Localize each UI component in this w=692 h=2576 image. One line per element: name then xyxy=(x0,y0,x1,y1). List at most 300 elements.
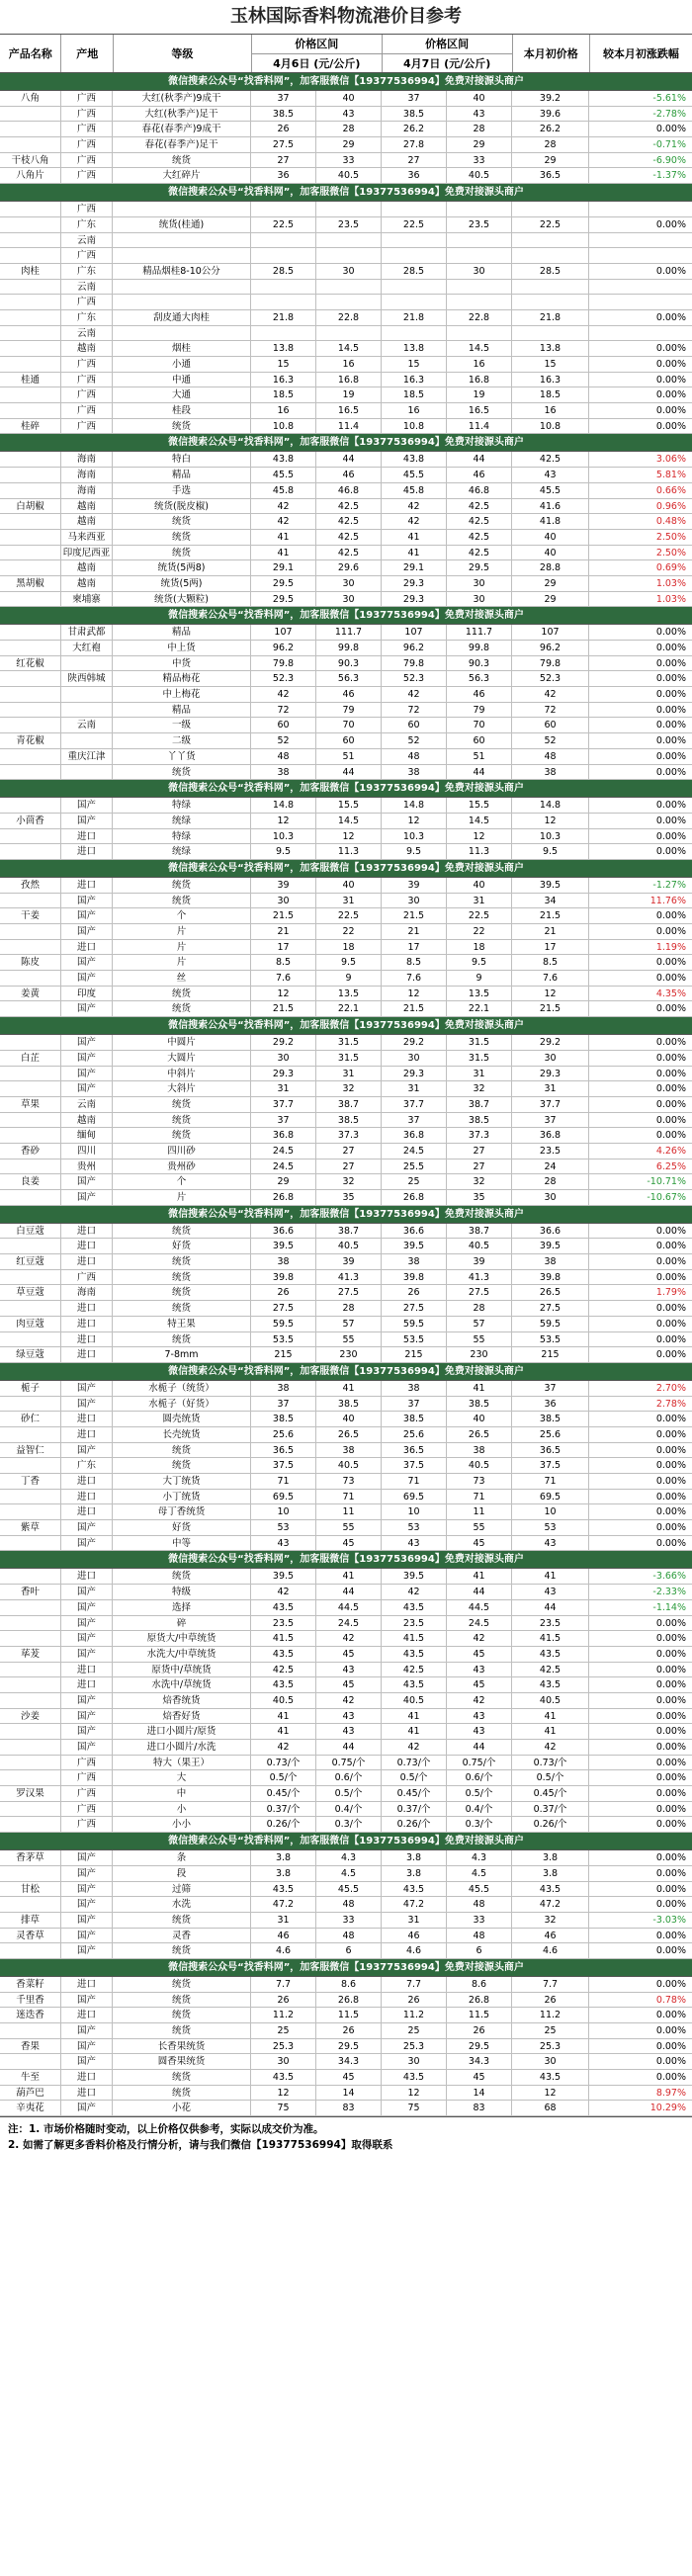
cell-d1-low: 25.6 xyxy=(251,1427,316,1442)
cell-d1-low: 39.5 xyxy=(251,1239,316,1253)
cell-change: 0.00% xyxy=(655,1788,686,1800)
cell-d1-low: 71 xyxy=(251,1474,316,1489)
cell-grade: 统货 xyxy=(113,1977,251,1992)
table-row xyxy=(0,641,692,656)
cell-month-start: 42 xyxy=(512,1740,589,1755)
cell-d1-high: 38 xyxy=(316,1443,382,1458)
cell-d1-low: 10.8 xyxy=(251,419,316,434)
cell-origin: 进口 xyxy=(61,844,113,859)
cell-d1-high: 22.1 xyxy=(316,1001,382,1016)
cell-d2-high xyxy=(447,280,512,295)
cell-month-start: 17 xyxy=(512,940,589,955)
cell-month-start: 0.37/个 xyxy=(512,1802,589,1817)
table-row xyxy=(0,1929,692,1944)
cell-d1-low xyxy=(251,280,316,295)
cell-origin: 国产 xyxy=(61,1882,113,1897)
cell-d1-high: 44 xyxy=(316,1585,382,1599)
cell-d2-high: 45 xyxy=(447,1677,512,1692)
cell-grade: 统货 xyxy=(113,2008,251,2022)
table-row xyxy=(0,295,692,310)
cell-month-start: 60 xyxy=(512,718,589,732)
cell-d1-low: 53.5 xyxy=(251,1332,316,1347)
cell-grade: 统货(脱皮椒) xyxy=(113,499,251,514)
cell-d2-high: 43 xyxy=(447,1663,512,1677)
cell-origin: 越南 xyxy=(61,560,113,575)
cell-d1-low: 0.73/个 xyxy=(251,1756,316,1770)
cell-product xyxy=(0,1631,61,1646)
cell-d2-low: 37 xyxy=(382,1113,447,1128)
cell-d2-low: 43.8 xyxy=(382,452,447,467)
cell-d1-low: 8.5 xyxy=(251,955,316,970)
cell-change: 0.00% xyxy=(655,627,686,639)
cell-product: 黑胡椒 xyxy=(0,576,61,591)
cell-product xyxy=(0,1301,61,1316)
cell-change: 0.00% xyxy=(655,657,686,669)
cell-product: 八角片 xyxy=(0,168,61,183)
cell-d2-high: 26.5 xyxy=(447,1427,512,1442)
cell-product xyxy=(0,1569,61,1584)
cell-grade: 大斜片 xyxy=(113,1081,251,1096)
cell-d2-high: 6 xyxy=(447,1943,512,1958)
cell-d2-low: 27.8 xyxy=(382,137,447,152)
cell-d1-low: 53 xyxy=(251,1520,316,1535)
cell-d2-low: 8.5 xyxy=(382,955,447,970)
cell-d2-high: 42 xyxy=(447,1631,512,1646)
cell-d2-high: 22.1 xyxy=(447,1001,512,1016)
cell-d1-low xyxy=(251,295,316,309)
cell-d2-low: 25.3 xyxy=(382,2039,447,2054)
cell-change: 2.78% xyxy=(655,1398,686,1410)
cell-d2-high: 27.5 xyxy=(447,1285,512,1300)
cell-product xyxy=(0,233,61,248)
cell-origin: 进口 xyxy=(61,1663,113,1677)
cell-origin: 进口 xyxy=(61,1427,113,1442)
cell-product xyxy=(0,1035,61,1050)
table-row xyxy=(0,924,692,940)
cell-grade: 统货(5两8) xyxy=(113,560,251,575)
table-row xyxy=(0,1081,692,1097)
cell-origin: 广东 xyxy=(61,264,113,279)
cell-change: -10.67% xyxy=(647,1192,686,1203)
cell-d1-low: 48 xyxy=(251,749,316,764)
cell-change: 0.00% xyxy=(655,1476,686,1487)
cell-month-start: 39.8 xyxy=(512,1270,589,1285)
cell-product xyxy=(0,1159,61,1174)
cell-origin: 国产 xyxy=(61,1585,113,1599)
table-row xyxy=(0,1897,692,1913)
cell-d2-high: 55 xyxy=(447,1332,512,1347)
cell-origin xyxy=(61,703,113,718)
cell-product xyxy=(0,1190,61,1205)
cell-change: 0.00% xyxy=(655,1694,686,1706)
cell-d2-low: 17 xyxy=(382,940,447,955)
cell-d2-high: 16.5 xyxy=(447,403,512,418)
cell-d1-high: 30 xyxy=(316,264,382,279)
cell-change xyxy=(589,326,692,341)
cell-product: 排草 xyxy=(0,1913,61,1928)
cell-d1-low xyxy=(251,248,316,263)
table-row xyxy=(0,1097,692,1113)
cell-d1-high: 99.8 xyxy=(316,641,382,655)
cell-change: 0.00% xyxy=(655,1726,686,1738)
cell-month-start: 43 xyxy=(512,1585,589,1599)
cell-d2-high: 14.5 xyxy=(447,341,512,356)
cell-d2-low: 0.37/个 xyxy=(382,1802,447,1817)
cell-origin: 越南 xyxy=(61,514,113,529)
cell-d2-low xyxy=(382,248,447,263)
table-row xyxy=(0,1631,692,1647)
cell-month-start: 10 xyxy=(512,1504,589,1519)
cell-origin: 越南 xyxy=(61,576,113,591)
cell-origin: 进口 xyxy=(61,1977,113,1992)
table-row xyxy=(0,153,692,169)
table-row xyxy=(0,310,692,326)
cell-product xyxy=(0,403,61,418)
cell-d1-high: 45 xyxy=(316,2070,382,2085)
table-row xyxy=(0,2023,692,2039)
cell-d1-low: 3.8 xyxy=(251,1866,316,1881)
footer-note-2: 2. 如需了解更多香料价格及行情分析，请与我们微信【19377536994】取得联系 xyxy=(8,2139,393,2152)
cell-change: 0.00% xyxy=(655,1414,686,1425)
cell-product xyxy=(0,1663,61,1677)
table-row xyxy=(0,940,692,956)
cell-month-start: 26 xyxy=(512,1993,589,2008)
cell-d1-low: 26 xyxy=(251,1285,316,1300)
cell-d1-low: 27 xyxy=(251,153,316,168)
cell-d2-low: 10.3 xyxy=(382,829,447,844)
cell-change: -1.14% xyxy=(652,1601,686,1613)
cell-month-start: 38 xyxy=(512,1254,589,1269)
cell-product xyxy=(0,357,61,372)
cell-change: 0.00% xyxy=(655,1349,686,1361)
cell-origin: 进口 xyxy=(61,1504,113,1519)
cell-origin: 进口 xyxy=(61,878,113,893)
cell-d1-high: 40 xyxy=(316,91,382,106)
cell-d2-high: 27 xyxy=(447,1144,512,1159)
cell-d2-low: 21.5 xyxy=(382,1001,447,1016)
cell-d1-high: 26.8 xyxy=(316,1993,382,2008)
cell-d2-high: 31.5 xyxy=(447,1035,512,1050)
cell-origin: 云南 xyxy=(61,718,113,732)
cell-grade: 春花(春季产)足干 xyxy=(113,137,251,152)
cell-grade: 统货 xyxy=(113,878,251,893)
cell-month-start: 29.2 xyxy=(512,1035,589,1050)
cell-origin: 国产 xyxy=(61,1051,113,1066)
cell-product xyxy=(0,1693,61,1708)
cell-d1-high: 42.5 xyxy=(316,530,382,545)
cell-origin: 国产 xyxy=(61,1866,113,1881)
cell-d1-low: 25 xyxy=(251,2023,316,2038)
cell-grade: 一级 xyxy=(113,718,251,732)
cell-d1-high: 28 xyxy=(316,122,382,136)
cell-d1-low: 30 xyxy=(251,1051,316,1066)
cell-origin: 国产 xyxy=(61,1520,113,1535)
cell-d2-low: 37 xyxy=(382,91,447,106)
cell-d2-low: 75 xyxy=(382,2101,447,2115)
cell-d1-low: 36 xyxy=(251,168,316,183)
cell-grade xyxy=(113,326,251,341)
cell-change: 0.00% xyxy=(655,311,686,323)
cell-change: 0.00% xyxy=(655,1003,686,1015)
cell-d2-low: 3.8 xyxy=(382,1850,447,1865)
cell-d2-high: 43 xyxy=(447,1709,512,1724)
wechat-banner: 微信搜索公众号“找香料网”，加客服微信【19377536994】免费对接源头商户 xyxy=(0,1206,692,1224)
cell-d2-low: 0.73/个 xyxy=(382,1756,447,1770)
cell-d1-high: 42.5 xyxy=(316,499,382,514)
cell-d2-low: 23.5 xyxy=(382,1616,447,1631)
cell-month-start: 38.5 xyxy=(512,1412,589,1426)
cell-d2-high: 230 xyxy=(447,1347,512,1362)
cell-d2-low: 7.7 xyxy=(382,1977,447,1992)
cell-d2-high: 99.8 xyxy=(447,641,512,655)
cell-origin: 进口 xyxy=(61,1677,113,1692)
cell-d1-low: 79.8 xyxy=(251,656,316,671)
cell-d2-low: 41.5 xyxy=(382,1631,447,1646)
cell-d1-low: 38 xyxy=(251,1254,316,1269)
cell-change: 0.00% xyxy=(655,1679,686,1691)
table-row xyxy=(0,1600,692,1616)
table-row xyxy=(0,2008,692,2023)
cell-d1-low: 14.8 xyxy=(251,798,316,813)
cell-d2-high: 43 xyxy=(447,107,512,122)
cell-change: 8.97% xyxy=(655,2087,686,2099)
cell-d1-low: 26 xyxy=(251,122,316,136)
cell-change: -0.71% xyxy=(652,139,686,151)
cell-d2-low: 25.5 xyxy=(382,1159,447,1174)
cell-d1-high: 111.7 xyxy=(316,625,382,640)
cell-month-start: 29 xyxy=(512,592,589,607)
cell-grade: 统货 xyxy=(113,1001,251,1016)
cell-month-start: 28.5 xyxy=(512,264,589,279)
cell-month-start: 30 xyxy=(512,1051,589,1066)
cell-product xyxy=(0,202,61,216)
cell-month-start: 12 xyxy=(512,2086,589,2101)
cell-grade: 统货(桂通) xyxy=(113,217,251,232)
cell-d1-low: 0.37/个 xyxy=(251,1802,316,1817)
cell-d2-low: 29.3 xyxy=(382,1067,447,1081)
table-row xyxy=(0,718,692,733)
cell-d1-low: 13.8 xyxy=(251,341,316,356)
cell-d1-low: 30 xyxy=(251,894,316,908)
cell-d2-high: 48 xyxy=(447,1929,512,1943)
cell-origin: 进口 xyxy=(61,1224,113,1239)
cell-d1-high: 27.5 xyxy=(316,1285,382,1300)
wechat-banner: 微信搜索公众号“找香料网”，加客服微信【19377536994】免费对接源头商户 xyxy=(0,1833,692,1850)
table-row xyxy=(0,2054,692,2070)
cell-d2-high: 0.4/个 xyxy=(447,1802,512,1817)
cell-d2-high: 9 xyxy=(447,971,512,986)
cell-product: 姜黄 xyxy=(0,987,61,1001)
cell-d2-low: 60 xyxy=(382,718,447,732)
cell-d1-high: 26 xyxy=(316,2023,382,2038)
cell-origin: 国产 xyxy=(61,1693,113,1708)
cell-change: 0.00% xyxy=(655,1318,686,1330)
cell-product: 肉豆蔻 xyxy=(0,1317,61,1331)
cell-change: 10.29% xyxy=(649,2103,686,2114)
cell-grade: 大 xyxy=(113,1770,251,1785)
cell-d1-low: 37.7 xyxy=(251,1097,316,1112)
table-row xyxy=(0,357,692,373)
cell-grade: 统货 xyxy=(113,1458,251,1473)
cell-month-start: 3.8 xyxy=(512,1850,589,1865)
cell-product: 益智仁 xyxy=(0,1443,61,1458)
cell-change: 0.00% xyxy=(655,1852,686,1864)
cell-d2-low: 21 xyxy=(382,924,447,939)
cell-d1-low: 16.3 xyxy=(251,373,316,387)
cell-d1-high: 40.5 xyxy=(316,1458,382,1473)
cell-d1-low: 7.6 xyxy=(251,971,316,986)
cell-product xyxy=(0,1332,61,1347)
cell-product xyxy=(0,765,61,780)
table-row xyxy=(0,1569,692,1585)
cell-d2-high: 9.5 xyxy=(447,955,512,970)
cell-change: 0.00% xyxy=(655,1899,686,1911)
cell-d2-high: 40 xyxy=(447,878,512,893)
cell-d2-high: 42.5 xyxy=(447,546,512,560)
cell-d2-low: 36.5 xyxy=(382,1443,447,1458)
cell-d1-high: 44.5 xyxy=(316,1600,382,1615)
cell-d1-high: 27 xyxy=(316,1159,382,1174)
cell-d1-high: 35 xyxy=(316,1190,382,1205)
cell-d2-low: 215 xyxy=(382,1347,447,1362)
table-row xyxy=(0,1616,692,1632)
cell-d2-low: 41 xyxy=(382,546,447,560)
cell-d2-high: 38.7 xyxy=(447,1224,512,1239)
cell-grade: 过筛 xyxy=(113,1882,251,1897)
header-change: 较本月初涨跌幅 xyxy=(602,46,679,60)
header-origin: 产地 xyxy=(61,35,114,72)
table-row xyxy=(0,1993,692,2009)
cell-grade: 统货 xyxy=(113,153,251,168)
cell-grade: 大丁统货 xyxy=(113,1474,251,1489)
cell-d1-low: 3.8 xyxy=(251,1850,316,1865)
cell-d2-low: 31 xyxy=(382,1081,447,1096)
cell-d1-high xyxy=(316,233,382,248)
cell-change: 0.00% xyxy=(655,1130,686,1142)
table-header xyxy=(0,35,692,73)
cell-month-start: 21.5 xyxy=(512,908,589,923)
table-row xyxy=(0,1301,692,1317)
cell-grade: 统货 xyxy=(113,546,251,560)
cell-d2-high: 51 xyxy=(447,749,512,764)
header-date-1: 4月6日 (元/公斤) xyxy=(273,56,361,70)
table-row xyxy=(0,908,692,924)
cell-d1-low: 43.5 xyxy=(251,1647,316,1662)
table-row xyxy=(0,1174,692,1190)
cell-d2-high: 44.5 xyxy=(447,1600,512,1615)
cell-product xyxy=(0,1458,61,1473)
cell-d1-high: 38.5 xyxy=(316,1397,382,1412)
cell-origin: 进口 xyxy=(61,829,113,844)
cell-origin: 进口 xyxy=(61,1347,113,1362)
cell-d1-high: 40 xyxy=(316,878,382,893)
cell-month-start: 40 xyxy=(512,530,589,545)
cell-product xyxy=(0,1600,61,1615)
cell-grade: 条 xyxy=(113,1850,251,1865)
cell-d2-high: 44 xyxy=(447,452,512,467)
cell-d2-high: 18 xyxy=(447,940,512,955)
cell-d1-low xyxy=(251,326,316,341)
cell-d2-low: 40.5 xyxy=(382,1693,447,1708)
cell-grade: 水洗大/中草统货 xyxy=(113,1647,251,1662)
table-row xyxy=(0,91,692,107)
cell-d2-high: 83 xyxy=(447,2101,512,2115)
cell-d2-low: 26.2 xyxy=(382,122,447,136)
cell-product xyxy=(0,468,61,482)
cell-d1-high: 71 xyxy=(316,1490,382,1504)
cell-change: 0.00% xyxy=(655,405,686,417)
cell-origin: 国产 xyxy=(61,1081,113,1096)
cell-month-start: 9.5 xyxy=(512,844,589,859)
cell-d1-low: 4.6 xyxy=(251,1943,316,1958)
cell-d2-high: 35 xyxy=(447,1190,512,1205)
cell-change: 0.00% xyxy=(655,846,686,858)
cell-grade: 小通 xyxy=(113,357,251,372)
cell-product xyxy=(0,1270,61,1285)
cell-grade: 统货 xyxy=(113,987,251,1001)
cell-d1-high: 4.3 xyxy=(316,1850,382,1865)
cell-d2-low xyxy=(382,295,447,309)
cell-d1-high: 0.6/个 xyxy=(316,1770,382,1785)
cell-origin: 国产 xyxy=(61,1897,113,1912)
cell-month-start: 48 xyxy=(512,749,589,764)
cell-grade: 水洗 xyxy=(113,1897,251,1912)
cell-month-start: 68 xyxy=(512,2101,589,2115)
cell-origin xyxy=(61,687,113,702)
cell-d1-high: 44 xyxy=(316,1740,382,1755)
table-row xyxy=(0,202,692,217)
cell-grade: 中 xyxy=(113,1786,251,1801)
cell-d2-high: 71 xyxy=(447,1490,512,1504)
cell-grade: 母丁香统货 xyxy=(113,1504,251,1519)
cell-d2-low: 4.6 xyxy=(382,1943,447,1958)
cell-month-start: 36.5 xyxy=(512,168,589,183)
cell-change: 0.00% xyxy=(655,689,686,701)
table-row xyxy=(0,483,692,499)
cell-d2-high: 48 xyxy=(447,1897,512,1912)
cell-change: 2.50% xyxy=(655,547,686,558)
cell-d1-high: 40.5 xyxy=(316,1239,382,1253)
cell-d2-high: 4.5 xyxy=(447,1866,512,1881)
cell-change: 0.00% xyxy=(655,1664,686,1675)
cell-d1-high: 14.5 xyxy=(316,341,382,356)
cell-d2-low: 0.26/个 xyxy=(382,1817,447,1832)
table-row xyxy=(0,1770,692,1786)
cell-origin: 进口 xyxy=(61,1239,113,1253)
cell-d1-low: 75 xyxy=(251,2101,316,2115)
cell-month-start: 43 xyxy=(512,468,589,482)
cell-d1-high: 48 xyxy=(316,1929,382,1943)
table-row xyxy=(0,592,692,608)
cell-d2-low: 96.2 xyxy=(382,641,447,655)
cell-month-start: 26.5 xyxy=(512,1285,589,1300)
table-row xyxy=(0,1802,692,1818)
cell-d1-high: 31.5 xyxy=(316,1051,382,1066)
table-row xyxy=(0,2039,692,2055)
cell-month-start: 21 xyxy=(512,924,589,939)
cell-change: 0.00% xyxy=(655,1303,686,1315)
cell-product xyxy=(0,387,61,402)
cell-d1-low: 43.5 xyxy=(251,2070,316,2085)
cell-d1-high: 56.3 xyxy=(316,671,382,686)
cell-d2-low: 30 xyxy=(382,1051,447,1066)
table-row xyxy=(0,1347,692,1363)
cell-change: 1.19% xyxy=(655,941,686,953)
cell-origin: 国产 xyxy=(61,1067,113,1081)
footer-notes xyxy=(0,2116,692,2157)
cell-origin: 印度尼西亚 xyxy=(61,546,113,560)
cell-grade: 统货 xyxy=(113,514,251,529)
